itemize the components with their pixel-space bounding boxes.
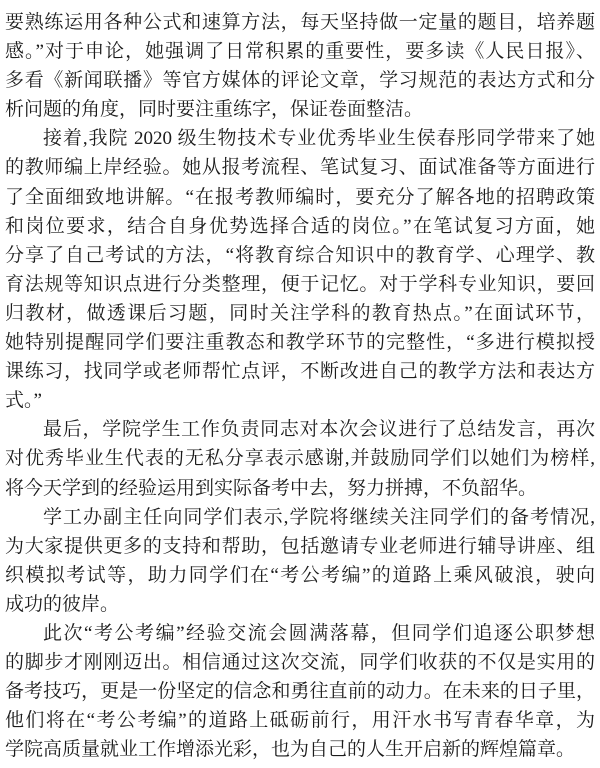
text-line: 育法规等知识点进行分类整理，便于记忆。对于学科专业知识，要回 [5,273,595,295]
text-line: 的脚步才刚刚迈出。相信通过这次交流，同学们收获的不仅是实用的 [5,652,595,674]
paragraph [5,503,595,619]
text-line: 多看《新闻联播》等官方媒体的评论文章，学习规范的表达方式和分 [5,70,595,92]
text-line: 成功的彼岸。 [5,593,120,615]
text-line: 感。”对于申论，她强调了日常积累的重要性，要多读《人民日报》、 [5,41,595,63]
text-line: 的教师编上岸经验。她从报考流程、笔试复习、面试准备等方面进行 [5,157,595,179]
text-line: 她特别提醒同学们要注重教态和教学环节的完整性，“多进行模拟授 [5,332,595,354]
document-body [5,8,595,764]
text-line: 分享了自己考试的方法，“将教育综合知识中的教育学、心理学、教 [5,244,595,266]
text-line: 为大家提供更多的支持和帮助，包括邀请专业老师进行辅导讲座、组 [5,535,595,557]
paragraph [5,8,595,124]
text-line: 式。” [5,390,42,412]
paragraph [5,415,595,502]
text-line: 归教材，做透课后习题，同时关注学科的教育热点。”在面试环节， [5,302,595,324]
text-line: 学院高质量就业工作增添光彩，也为自己的人生开启新的辉煌篇章。 [5,739,576,761]
text-line: 备考技巧，更是一份坚定的信念和勇往直前的动力。在未来的日子里， [5,681,595,703]
text-line: 此次“考公考编”经验交流会圆满落幕，但同学们追逐公职梦想 [43,622,595,644]
text-line: 他们将在“考公考编”的道路上砥砺前行，用汗水书写青春华章，为 [5,710,595,732]
text-line: 析问题的角度，同时要注重练字，保证卷面整洁。 [5,99,424,121]
paragraph [5,124,595,415]
text-line: 要熟练运用各种公式和速算方法，每天坚持做一定量的题目，培养题 [5,12,595,33]
text-line: 接着,我院 2020 级生物技术专业优秀毕业生侯春彤同学带来了她 [43,128,595,150]
text-line: 和岗位要求，结合自身优势选择合适的岗位。”在笔试复习方面，她 [5,215,595,237]
text-line: 对优秀毕业生代表的无私分享表示感谢,并鼓励同学们以她们为榜样, [5,448,595,470]
text-line: 学工办副主任向同学们表示,学院将继续关注同学们的备考情况, [43,506,595,528]
text-line: 课练习，找同学或老师帮忙点评，不断改进自己的教学方法和表达方 [5,361,595,383]
paragraph [5,619,595,764]
text-line: 将今天学到的经验运用到实际备考中去，努力拼搏，不负韶华。 [5,477,538,499]
text-line: 织模拟考试等，助力同学们在“考公考编”的道路上乘风破浪，驶向 [5,564,595,586]
text-line: 了全面细致地讲解。“在报考教师编时，要充分了解各地的招聘政策 [5,186,595,208]
text-line: 最后，学院学生工作负责同志对本次会议进行了总结发言，再次 [43,419,595,441]
